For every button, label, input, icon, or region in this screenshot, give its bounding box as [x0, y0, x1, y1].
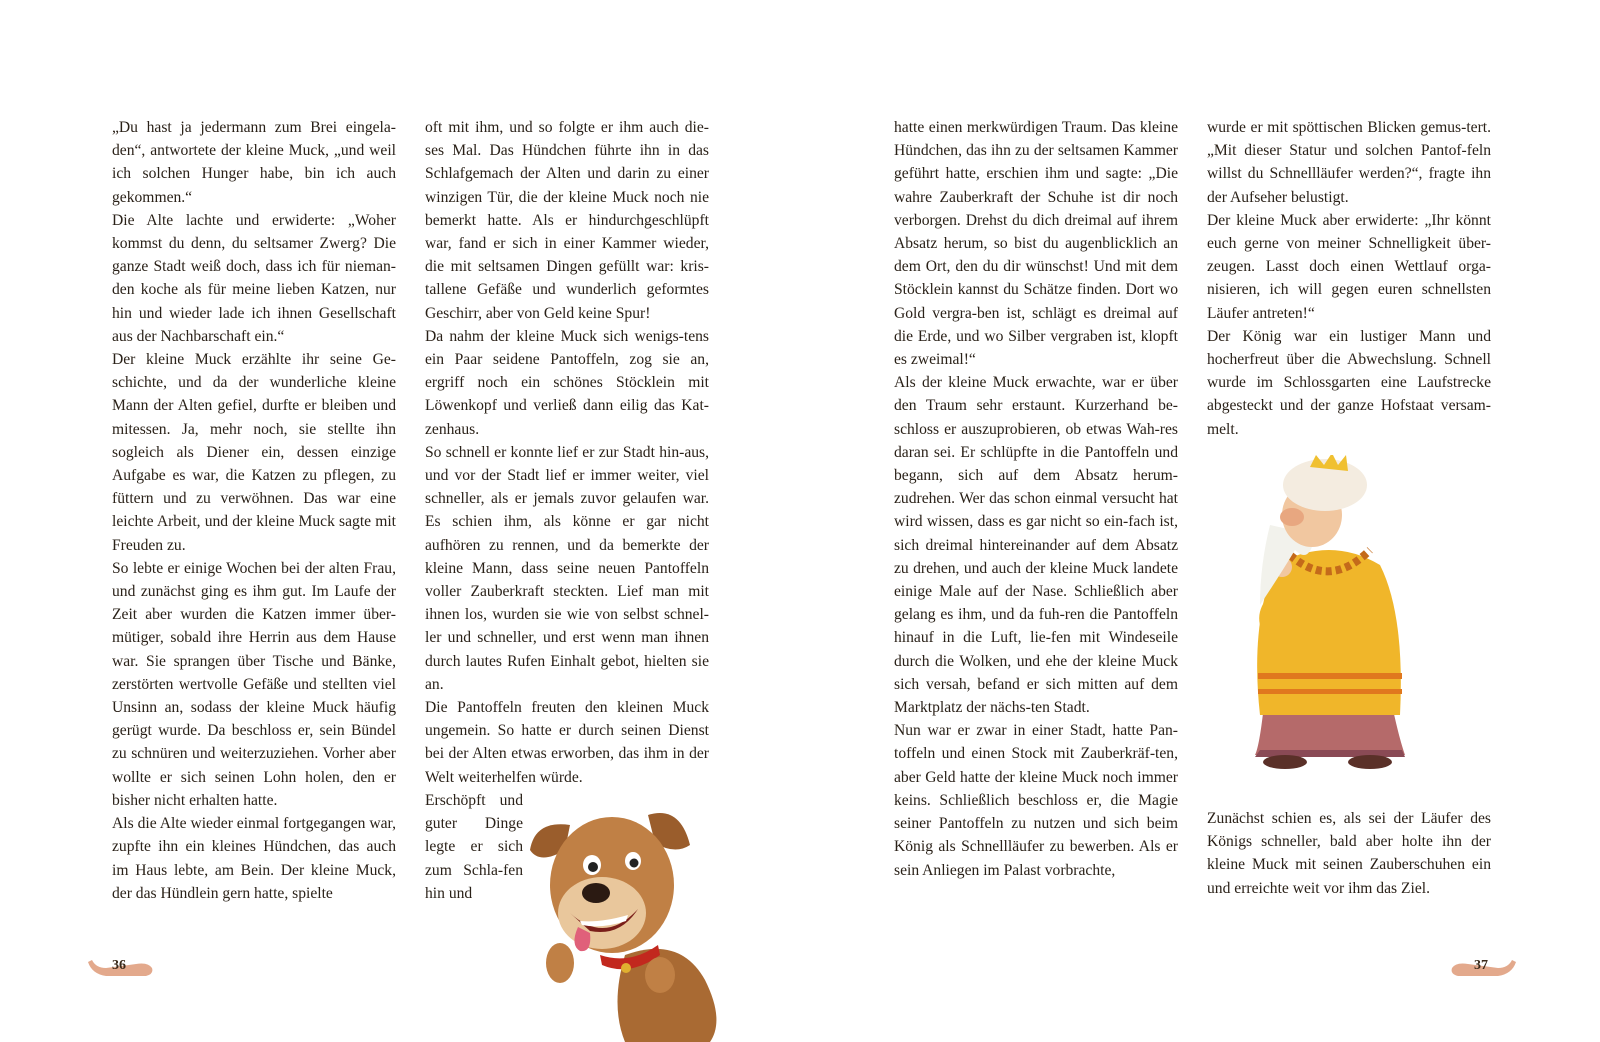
- paragraph: So schnell er konnte lief er zur Stadt hin-aus, und vor der Stadt lief er immer weiter, viel schneller, als er jemals zuvor gelaufen war. Es schien ihm, als könne er gar nicht aufhören zu rennen, und da bemerkte der kleine Mann, dass seine neuen Pantoffeln voller Zauberkraft steckten. Lief man mit ihnen los, wurden sie wie von selbst schnel-ler und schneller, und erst wenn man ihnen durch lautes Rufen Einhalt gebot, hielten sie an.: [425, 443, 709, 693]
- paragraph: Der kleine Muck erzählte ihr seine Ge-schichte, und da der wunderliche kleine Mann der Alten gefiel, durfte er bleiben und mitessen. Ja, mehr noch, sie stellte ihn sogleich als Diener ein, dessen einzige Aufgabe es war, die Katzen zu pflegen, zu füttern und zu verwöhnen. Das war eine leichte Arbeit, und der kleine Muck sagte mit Freuden zu.: [112, 351, 396, 554]
- dog-illustration: [530, 805, 730, 1042]
- paragraph: Zunächst schien es, als sei der Läufer des Königs schneller, bald aber holte ihn der kleine Muck mit seinen Zauberschuhen ein und erreichte weit vor ihm das Ziel.: [1207, 810, 1491, 897]
- page-number-text: 37: [1474, 958, 1488, 973]
- paragraph: Die Pantoffeln freuten den kleinen Muck ungemein. So hatte er durch seinen Dienst bei der Alten etwas erworben, das ihm in der Welt weiterhelfen würde.: [425, 699, 709, 786]
- paragraph: Die Alte lachte und erwiderte: „Woher kommst du denn, du seltsamer Zwerg? Die ganze Stadt weiß doch, dass ich für nieman-den koche als für meine lieben Katzen, nur hin und wieder lade ich ihnen Gesellschaft aus der Nachbarschaft ein.“: [112, 211, 396, 345]
- paragraph: wurde er mit spöttischen Blicken gemus-tert. „Mit dieser Statur und solchen Pantof-feln willst du Schnellläufer werden?“, fragte ihn der Aufseher belustigt.: [1207, 119, 1491, 206]
- page-number-right: [1448, 956, 1518, 978]
- paragraph: Da nahm der kleine Muck sich wenigs-tens ein Paar seidene Pantoffeln, zog sie an, ergriff noch ein schönes Stöcklein mit Löwenkopf und verließ dann eilig das Kat-zenhaus.: [425, 327, 709, 438]
- paragraph: So lebte er einige Wochen bei der alten Frau, und zunächst ging es ihm gut. Im Laufe der Zeit aber wurden die Katzen immer über-mütiger, sobald ihre Herrin aus dem Hause war. Sie sprangen über Tische und Bänke, zerstörten wertvolle Gefäße und stellten viel Unsinn an, sodass der kleine Muck häufig gerügt wurde. Da beschloss er, sein Bündel zu schnüren und weiterzuziehen. Vorher aber wollte er sich seinen Lohn holen, den er bisher nicht erhalten hatte.: [112, 559, 396, 809]
- right-page-column-1: [894, 116, 1178, 882]
- page-number-text: 36: [112, 958, 126, 973]
- left-page-column-2: [425, 116, 709, 905]
- paragraph: Der kleine Muck aber erwiderte: „Ihr könnt euch gerne von meiner Schnelligkeit über-zeugen. Lasst doch einen Wettlauf orga-nisieren, ich will gegen euren schnellsten Läufer antreten!“: [1207, 211, 1491, 322]
- paragraph: Nun war er zwar in einer Stadt, hatte Pan-toffeln und einen Stock mit Zauberkräf-ten, aber Geld hatte der kleine Muck noch immer keins. Schließlich beschloss er, die Magie seiner Pantoffeln zu nutzen und sich beim König als Schnellläufer zu bewerben. Als er sein Anliegen im Palast vorbrachte,: [894, 722, 1178, 879]
- left-page-column-1: [112, 116, 396, 905]
- paragraph: Als der kleine Muck erwachte, war er über den Traum sehr erstaunt. Kurzerhand be-schloss er auszuprobieren, ob etwas Wah-res daran sei. Er schlüpfte in die Pantoffeln und begann, sich auf dem Absatz herum-zudrehen. Wer das schon einmal versucht hat wird wissen, dass es gar nicht so ein-fach ist, sich dreimal hintereinander auf dem Absatz zu drehen, und auch der kleine Muck landete einige Male auf der Nase. Schließlich aber gelang es ihm, und da fuh-ren die Pantoffeln hinauf in die Luft, lie-fen mit Windeseile durch die Wolken, und ehe der kleine Muck sich versah, befand er sich mitten auf dem Marktplatz der nächs-ten Stadt.: [894, 374, 1178, 717]
- paragraph-narrow: Erschöpft und guter Dinge legte er sich zum Schla-fen hin und: [425, 791, 523, 902]
- paragraph: Der König war ein lustiger Mann und hocherfreut über die Abwechslung. Schnell wurde im Schlossgarten eine Laufstrecke abgesteckt und der ganze Hofstaat versam-melt.: [1207, 327, 1491, 438]
- paragraph: „Du hast ja jedermann zum Brei eingela-den“, antwortete der kleine Muck, „und weil ich solchen Hunger habe, bin ich auch gekommen.“: [112, 119, 396, 206]
- paragraph: hatte einen merkwürdigen Traum. Das kleine Hündchen, das ihn zu der seltsamen Kammer geführt hatte, erschien ihm und sagte: „Die wahre Zauberkraft der Schuhe ist dir noch verborgen. Drehst du dich dreimal auf ihrem Absatz herum, so bist du augenblicklich an dem Ort, den du dir wünschst! Und mit dem Stöcklein kannst du Schätze finden. Dort wo Gold vergra-ben ist, schlägt es dreimal auf die Erde, und wo Silber vergraben ist, klopft es zweimal!“: [894, 119, 1178, 369]
- paragraph: oft mit ihm, und so folgte er ihm auch die-ses Mal. Das Hündchen führte ihn in das Schlafgemach der Alten und darin zu einer winzigen Tür, die der kleine Muck noch nie bemerkt hatte. Als er hindurchgeschlüpft war, fand er sich in einer Kammer wieder, die mit seltsamen Dingen gefüllt war: kris-tallene Gefäße und wunderlich geformtes Geschirr, aber von Geld keine Spur!: [425, 119, 709, 322]
- paragraph: Als die Alte wieder einmal fortgegangen war, zupfte ihn ein kleines Hündchen, das auch im Haus lebte, am Bein. Der kleine Muck, der das Hündlein gern hatte, spielte: [112, 815, 396, 902]
- king-illustration: [1240, 455, 1420, 795]
- right-page-column-2-bottom: [1207, 807, 1491, 900]
- page-number-left: [86, 956, 156, 978]
- right-page-column-2: [1207, 116, 1491, 441]
